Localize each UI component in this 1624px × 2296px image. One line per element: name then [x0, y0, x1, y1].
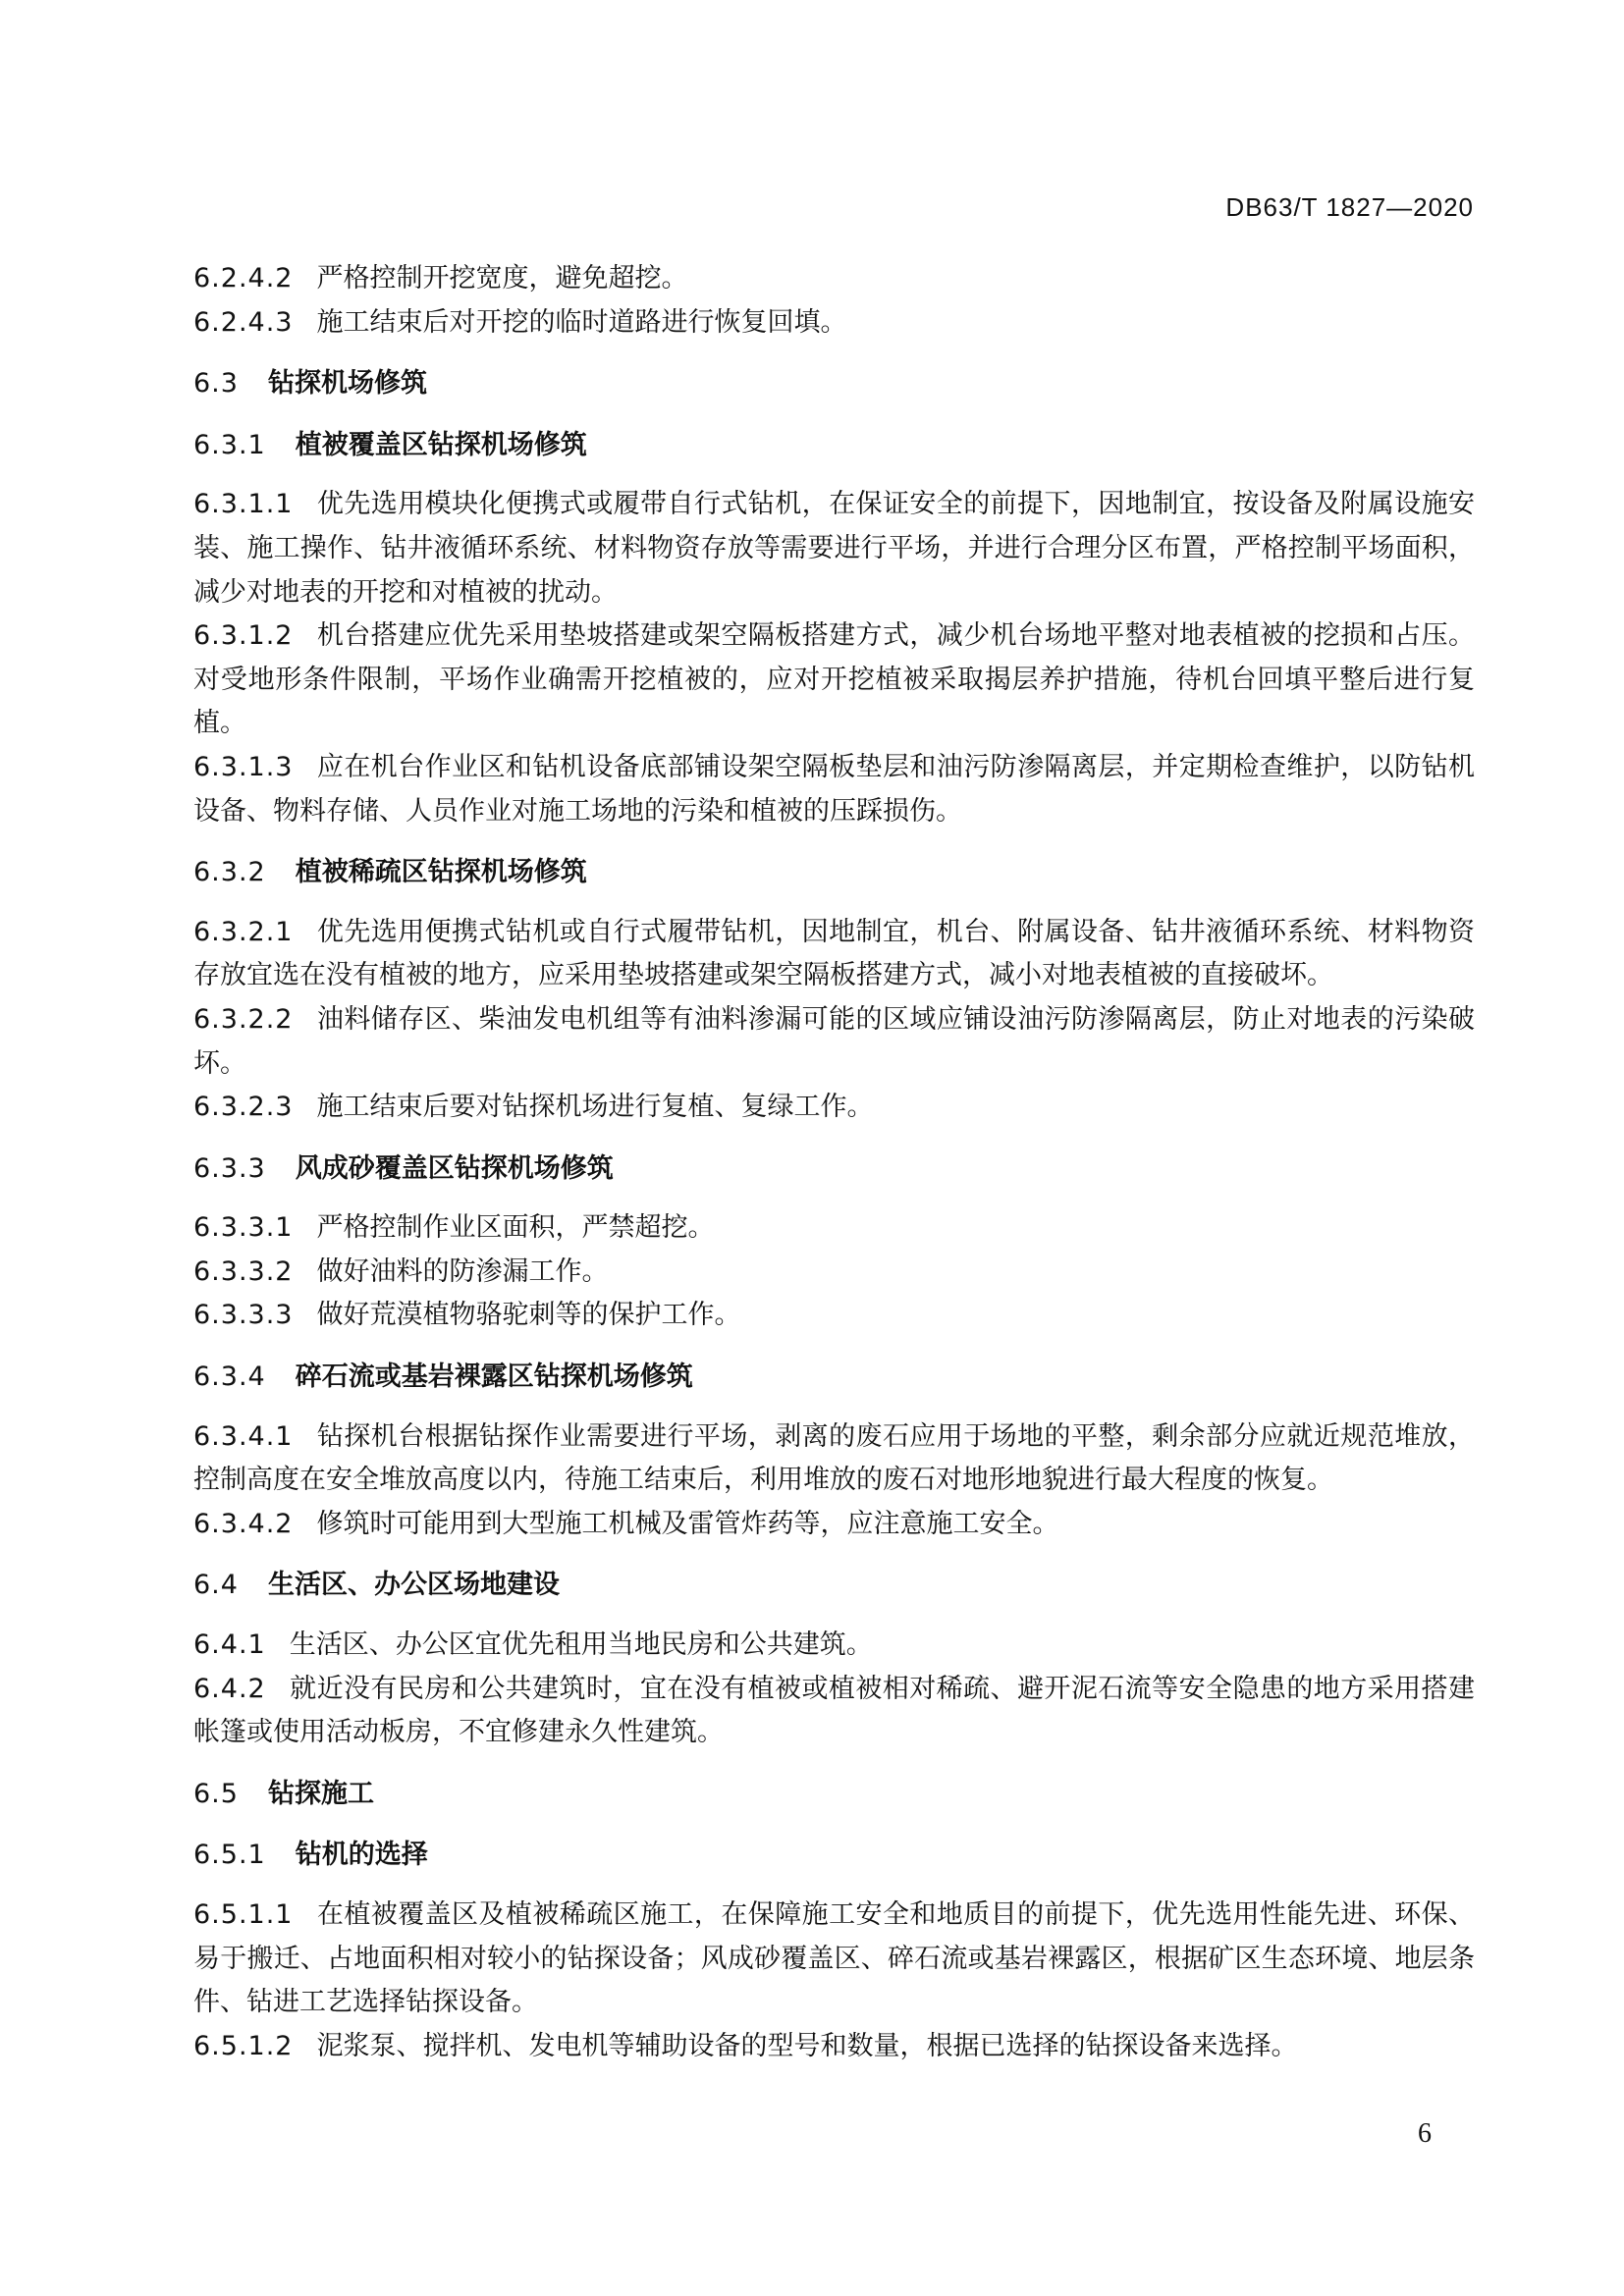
document-body	[193, 257, 1475, 2068]
clause-text: 施工结束后要对钻探机场进行复植、复绿工作。	[316, 1092, 874, 1123]
clause-number: 6.5.1.1	[193, 1899, 294, 1930]
clause-number: 6.3.1.1	[193, 489, 294, 520]
section-number: 6.3.1	[193, 429, 266, 460]
clause-text: 生活区、办公区宜优先租用当地民房和公共建筑。	[289, 1629, 873, 1661]
clause-6-2-4-2	[193, 257, 1475, 301]
section-number: 6.3.3	[193, 1152, 266, 1184]
clause-number: 6.2.4.3	[193, 306, 294, 338]
clause-text: 做好荒漠植物骆驼刺等的保护工作。	[316, 1300, 741, 1331]
clause-6-3-3-3	[193, 1294, 1475, 1338]
clause-number: 6.3.2.2	[193, 1003, 294, 1035]
section-title: 碎石流或基岩裸露区钻探机场修筑	[295, 1362, 693, 1393]
clause-text: 严格控制作业区面积，严禁超挖。	[316, 1212, 715, 1244]
clause-6-4-1	[193, 1624, 1475, 1668]
clause-number: 6.2.4.2	[193, 263, 294, 294]
clause-number: 6.3.3.1	[193, 1212, 294, 1244]
clause-6-3-1-3	[193, 746, 1475, 833]
section-heading-6-3-2	[193, 851, 1475, 895]
clause-text: 机台搭建应优先采用垫坡搭建或架空隔板搭建方式，减少机台场地平整对地表植被的挖损和占压。对受地形条件限制，平场作业确需开挖植被的，应对开挖植被采取揭层养护措施，待机台回填平整后进行复植。	[193, 620, 1475, 739]
section-number: 6.3.4	[193, 1362, 266, 1393]
clause-6-3-4-2	[193, 1503, 1475, 1547]
section-title: 钻机的选择	[295, 1840, 428, 1871]
section-heading-6-5-1	[193, 1834, 1475, 1878]
clause-text: 优先选用模块化便携式或履带自行式钻机，在保证安全的前提下，因地制宜，按设备及附属设施安装、施工操作、钻井液循环系统、材料物资存放等需要进行平场，并进行合理分区布置，严格控制平场面积，减少对地表的开挖和对植被的扰动。	[193, 489, 1475, 608]
clause-number: 6.3.3.3	[193, 1300, 294, 1331]
section-number: 6.3.2	[193, 857, 266, 888]
section-heading-6-4	[193, 1564, 1475, 1608]
section-number: 6.4	[193, 1570, 239, 1601]
section-heading-6-3-1	[193, 424, 1475, 468]
document-code: DB63/T 1827—2020	[1225, 192, 1474, 222]
clause-text: 就近没有民房和公共建筑时，宜在没有植被或植被相对稀疏、避开泥石流等安全隐患的地方采用搭建帐篷或使用活动板房，不宜修建永久性建筑。	[193, 1673, 1475, 1748]
clause-text: 优先选用便携式钻机或自行式履带钻机，因地制宜，机台、附属设备、钻井液循环系统、材料物资存放宜选在没有植被的地方，应采用垫坡搭建或架空隔板搭建方式，减小对地表植被的直接破坏。	[193, 916, 1475, 991]
section-title: 植被稀疏区钻探机场修筑	[295, 857, 587, 888]
clause-number: 6.5.1.2	[193, 2030, 294, 2061]
clause-6-3-3-1	[193, 1206, 1475, 1251]
clause-text: 钻探机台根据钻探作业需要进行平场，剥离的废石应用于场地的平整，剩余部分应就近规范堆放，控制高度在安全堆放高度以内，待施工结束后，利用堆放的废石对地形地貌进行最大程度的恢复。	[193, 1420, 1475, 1496]
clause-6-2-4-3	[193, 301, 1475, 346]
clause-6-3-2-3	[193, 1086, 1475, 1130]
section-title: 风成砂覆盖区钻探机场修筑	[295, 1152, 614, 1184]
clause-number: 6.3.3.2	[193, 1255, 294, 1287]
clause-number: 6.4.1	[193, 1629, 266, 1661]
clause-text: 做好油料的防渗漏工作。	[316, 1255, 609, 1287]
clause-6-3-4-1	[193, 1415, 1475, 1503]
section-heading-6-3	[193, 362, 1475, 406]
clause-number: 6.3.1.2	[193, 620, 294, 652]
page-number: 6	[1418, 2118, 1432, 2149]
clause-6-5-1-1	[193, 1894, 1475, 2025]
section-number: 6.5.1	[193, 1840, 266, 1871]
section-heading-6-3-4	[193, 1356, 1475, 1400]
clause-6-3-2-2	[193, 998, 1475, 1086]
clause-6-3-2-1	[193, 911, 1475, 998]
clause-number: 6.4.2	[193, 1673, 266, 1704]
clause-6-3-1-1	[193, 483, 1475, 614]
clause-6-4-2	[193, 1668, 1475, 1755]
clause-text: 泥浆泵、搅拌机、发电机等辅助设备的型号和数量，根据已选择的钻探设备来选择。	[316, 2030, 1298, 2061]
clause-6-3-3-2	[193, 1251, 1475, 1295]
clause-text: 油料储存区、柴油发电机组等有油料渗漏可能的区域应铺设油污防渗隔离层，防止对地表的污染破坏。	[193, 1003, 1475, 1079]
section-number: 6.3	[193, 368, 239, 400]
section-title: 钻探施工	[267, 1778, 374, 1809]
section-heading-6-5	[193, 1773, 1475, 1817]
section-title: 钻探机场修筑	[267, 368, 427, 400]
section-title: 生活区、办公区场地建设	[267, 1570, 560, 1601]
clause-6-5-1-2	[193, 2025, 1475, 2069]
clause-number: 6.3.4.1	[193, 1420, 294, 1452]
clause-text: 严格控制开挖宽度，避免超挖。	[316, 263, 688, 294]
clause-number: 6.3.1.3	[193, 751, 294, 782]
clause-text: 施工结束后对开挖的临时道路进行恢复回填。	[316, 306, 847, 338]
clause-number: 6.3.2.3	[193, 1092, 294, 1123]
section-heading-6-3-3	[193, 1148, 1475, 1192]
clause-number: 6.3.4.2	[193, 1508, 294, 1539]
section-number: 6.5	[193, 1778, 239, 1809]
clause-number: 6.3.2.1	[193, 916, 294, 947]
clause-text: 应在机台作业区和钻机设备底部铺设架空隔板垫层和油污防渗隔离层，并定期检查维护，以防钻机设备、物料存储、人员作业对施工场地的污染和植被的压踩损伤。	[193, 751, 1475, 827]
section-title: 植被覆盖区钻探机场修筑	[295, 429, 587, 460]
clause-text: 修筑时可能用到大型施工机械及雷管炸药等，应注意施工安全。	[316, 1508, 1059, 1539]
clause-6-3-1-2	[193, 614, 1475, 746]
clause-text: 在植被覆盖区及植被稀疏区施工，在保障施工安全和地质目的前提下，优先选用性能先进、环保、易于搬迁、占地面积相对较小的钻探设备；风成砂覆盖区、碎石流或基岩裸露区，根据矿区生态环境、地层条件、钻进工艺选择钻探设备。	[193, 1899, 1475, 2018]
